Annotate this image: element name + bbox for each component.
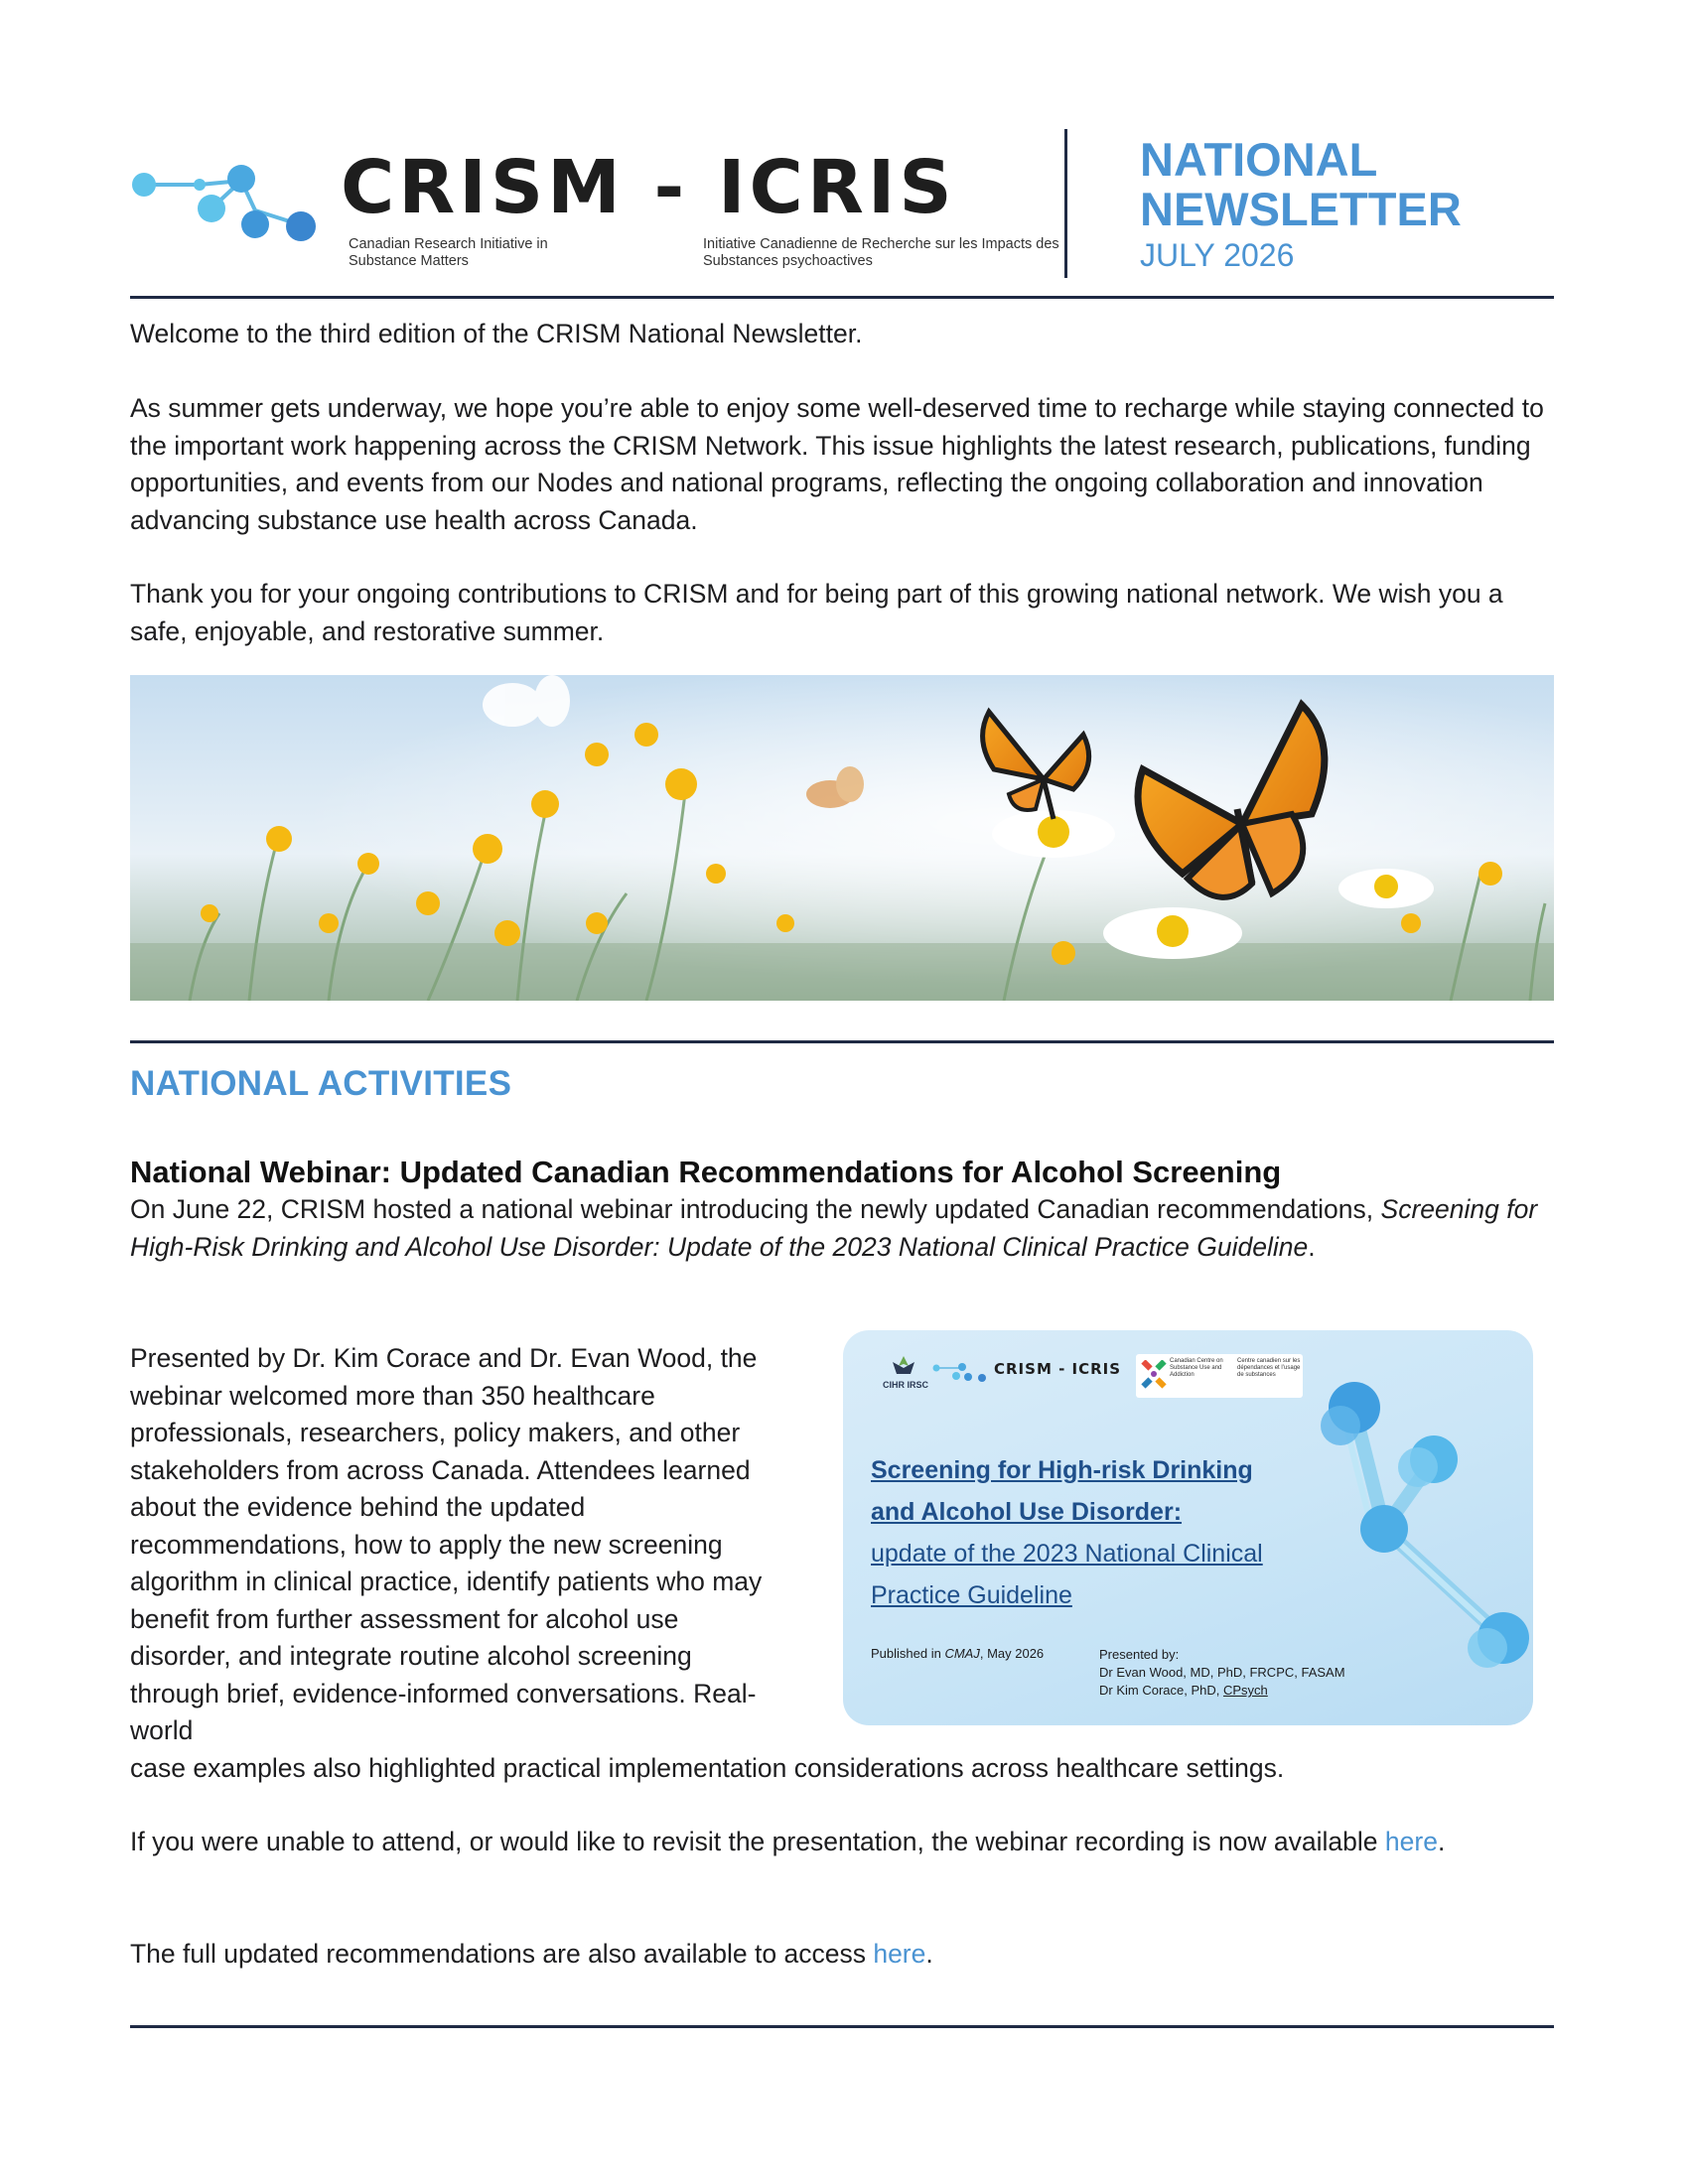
slide-presenter-1: Dr Evan Wood, MD, PhD, FRCPC, FASAM bbox=[1099, 1665, 1345, 1680]
ccsa-text-fr: Centre canadien sur les dépendances et l’usage de substances bbox=[1237, 1358, 1301, 1378]
article-body: Presented by Dr. Kim Corace and Dr. Evan Wood, the webinar welcomed more than 350 healthcare professionals, researchers, policy makers, and other stakeholders from across Canada. Attendees learned about the evidence behind the updated recommendations, how to apply the new screening algorithm in clinical practice, identify patients who may benefit from further assessment for alcohol use disorder, and integrate routine alcohol screening through brief, evidence-informed conversations. Real-world bbox=[130, 1343, 763, 1745]
article-title: National Webinar: Updated Canadian Recommendations for Alcohol Screening bbox=[130, 1155, 1282, 1189]
newsletter-title-line1: NATIONAL bbox=[1140, 133, 1378, 186]
newsletter-date: JULY 2026 bbox=[1140, 237, 1295, 273]
article-lead-end: . bbox=[1308, 1231, 1316, 1262]
newsletter-title bbox=[1140, 135, 1462, 234]
slide-presented-by: Presented by: bbox=[1099, 1647, 1180, 1662]
article-lead-italic: Screening for High-Risk Drinking and Alcohol Use Disorder: Update of the 2023 National Clinical Practice Guideline bbox=[130, 1194, 1538, 1262]
recording-period: . bbox=[1437, 1827, 1446, 1856]
recording-text: If you were unable to attend, or would like to revisit the presentation, the webinar recording is now available bbox=[130, 1827, 1378, 1856]
intro-paragraph-3: Thank you for your ongoing contributions to CRISM and for being part of this growing national network. We wish you a safe, enjoyable, and restorative summer. bbox=[130, 579, 1503, 646]
crism-mini-logo-icon bbox=[932, 1358, 992, 1382]
divider bbox=[130, 2025, 1554, 2028]
slide-title-line2: and Alcohol Use Disorder: bbox=[871, 1498, 1183, 1526]
slide-title-line1: Screening for High-risk Drinking bbox=[871, 1456, 1253, 1484]
logo-wordmark: CRISM - ICRIS bbox=[341, 145, 956, 230]
full-recommendations-text: The full updated recommendations are also available to access bbox=[130, 1939, 866, 1969]
butterfly-banner-image bbox=[130, 675, 1554, 1001]
full-recommendations-period: . bbox=[925, 1939, 933, 1969]
slide-presenter-2-name: Dr Kim Corace, PhD, bbox=[1099, 1683, 1223, 1698]
slide-published bbox=[871, 1646, 1044, 1661]
section-title: NATIONAL ACTIVITIES bbox=[130, 1064, 512, 1103]
slide-title bbox=[871, 1449, 1288, 1616]
ccsa-text-en: Canadian Centre on Substance Use and Addiction bbox=[1170, 1358, 1223, 1378]
ccsa-logo-icon bbox=[1140, 1360, 1168, 1390]
article-lead bbox=[130, 1191, 1554, 1266]
full-recommendations-link[interactable]: here bbox=[873, 1939, 926, 1969]
intro-paragraph-1: Welcome to the third edition of the CRISM National Newsletter. bbox=[130, 319, 863, 348]
header-divider bbox=[1064, 129, 1067, 278]
recording-paragraph bbox=[130, 1824, 1554, 1861]
article-lead-text: On June 22, CRISM hosted a national webinar introducing the newly updated Canadian recommendations, bbox=[130, 1194, 1374, 1224]
slide-published-prefix: Published in bbox=[871, 1646, 945, 1661]
webinar-slide-image bbox=[843, 1330, 1533, 1725]
logo-subtitle-fr: Initiative Canadienne de Recherche sur les Impacts des Substances psychoactives bbox=[703, 236, 1059, 269]
full-recommendations-paragraph bbox=[130, 1936, 1554, 1974]
intro-paragraph-2: As summer gets underway, we hope you’re able to enjoy some well-deserved time to recharge while staying connected to the important work happening across the CRISM Network. This issue highlights the latest research, publications, funding opportunities, and events from our Nodes and national programs, reflecting the ongoing collaboration and innovation advancing substance use health across Canada. bbox=[130, 393, 1544, 535]
logo-subtitle-en: Canadian Research Initiative in Substance Matters bbox=[349, 236, 548, 269]
slide-presenter-2-credential: CPsych bbox=[1222, 1683, 1268, 1698]
article-body-continued: case examples also highlighted practical implementation considerations across healthcare settings. bbox=[130, 1753, 1285, 1783]
recording-link[interactable]: here bbox=[1384, 1827, 1438, 1856]
header bbox=[130, 129, 1554, 288]
crism-logo-icon bbox=[130, 147, 329, 246]
divider bbox=[130, 1040, 1554, 1043]
slide-crism-wordmark: CRISM - ICRIS bbox=[994, 1360, 1122, 1378]
slide-title-line3: update of the 2023 National Clinical bbox=[871, 1540, 1263, 1568]
slide-published-suffix: , May 2026 bbox=[979, 1646, 1045, 1661]
newsletter-title-line2: NEWSLETTER bbox=[1140, 183, 1462, 235]
slide-presenters bbox=[1099, 1646, 1345, 1700]
slide-title-line4: Practice Guideline bbox=[871, 1581, 1072, 1609]
divider bbox=[130, 296, 1554, 299]
slide-presenter-2 bbox=[1099, 1682, 1345, 1700]
cihr-logo-text: CIHR IRSC bbox=[883, 1380, 929, 1390]
slide-published-journal: CMAJ bbox=[944, 1646, 980, 1661]
